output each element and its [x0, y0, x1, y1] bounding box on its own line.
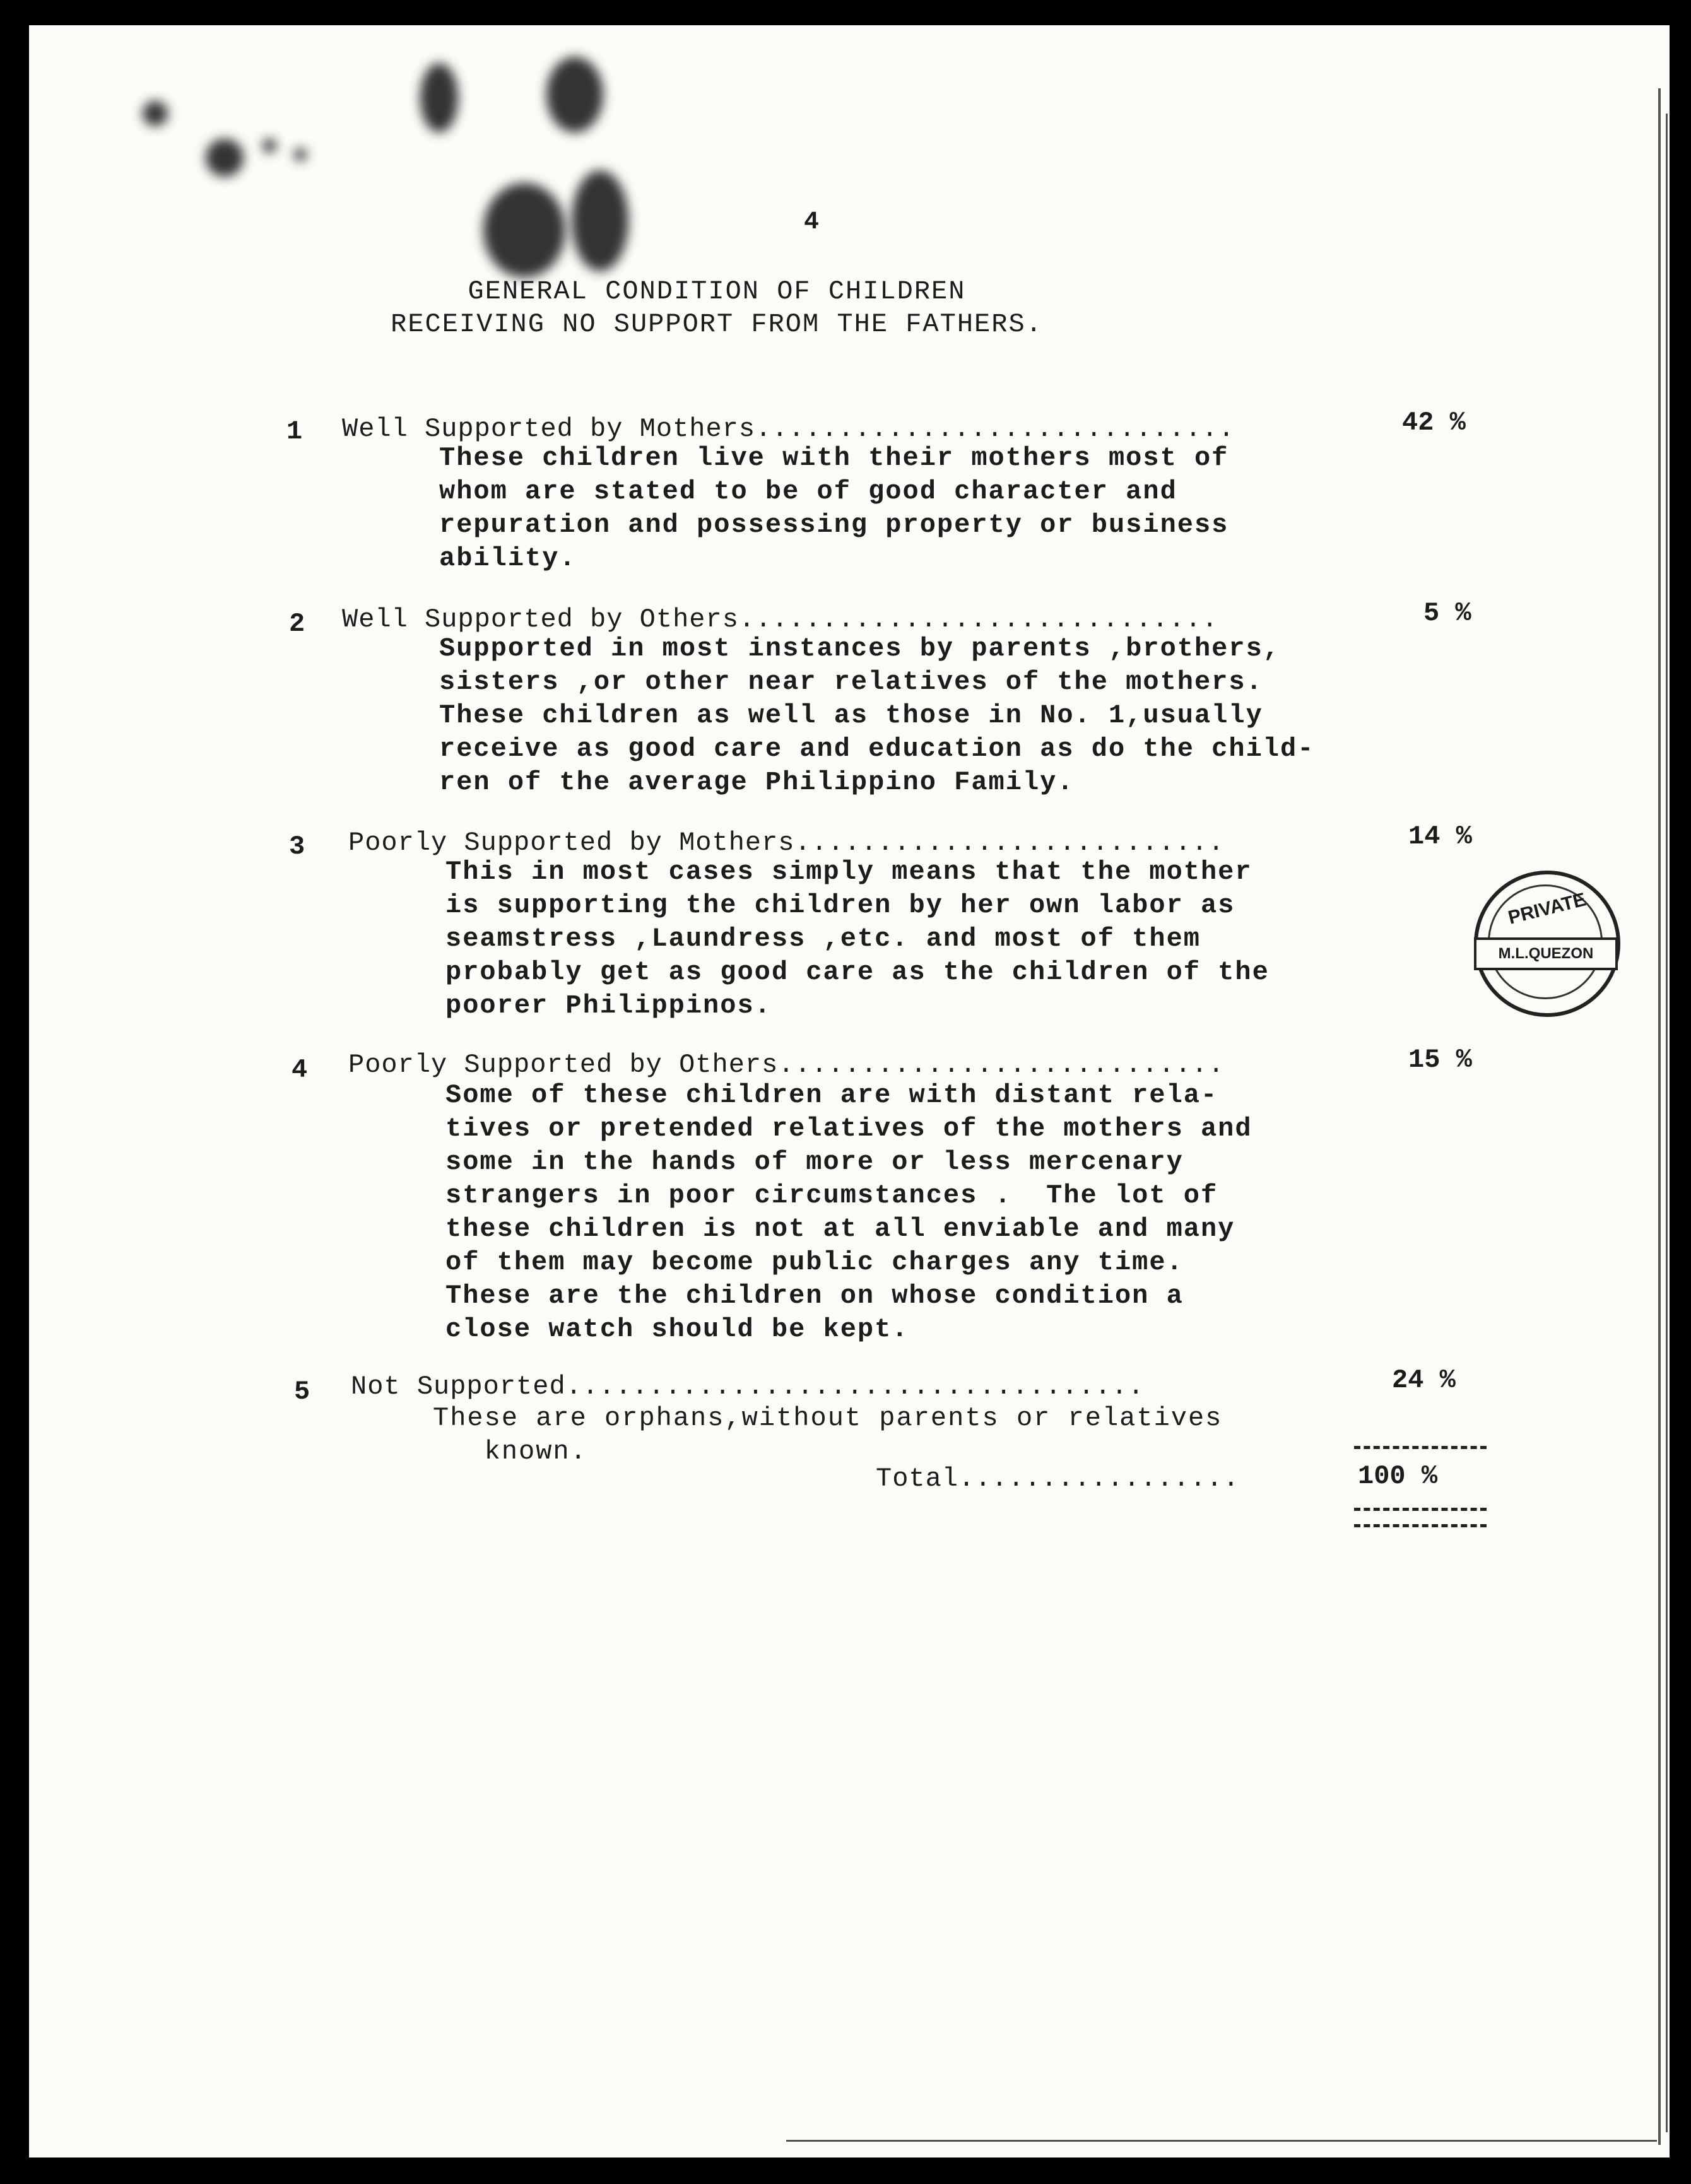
total-label: Total................. [876, 1464, 1240, 1494]
private-stamp [1474, 871, 1620, 1017]
item-title: Not Supported................................... [351, 1371, 1145, 1402]
description-line: probably get as good care as the children of the [445, 957, 1270, 987]
item-number: 5 [294, 1377, 310, 1407]
stamp-band-text: M.L.QUEZON [1474, 937, 1618, 970]
description-line: ren of the average Philippino Family. [439, 767, 1075, 797]
item-percent: 24 % [1392, 1365, 1456, 1395]
item-percent: 5 % [1423, 598, 1471, 628]
ink-smudge [546, 57, 603, 132]
description-line: close watch should be kept. [445, 1314, 909, 1344]
item-number: 3 [289, 831, 305, 862]
total-rule-top [1354, 1446, 1487, 1449]
description-line: these children is not at all enviable and many [445, 1214, 1235, 1244]
item-title: Well Supported by Others............................. [342, 604, 1218, 635]
item-title: Well Supported by Mothers............................. [342, 414, 1235, 444]
item-description [439, 632, 1314, 799]
item-percent: 42 % [1402, 408, 1466, 438]
heading-line-2: RECEIVING NO SUPPORT FROM THE FATHERS. [391, 309, 1043, 339]
document-page [29, 25, 1670, 2158]
item-description [445, 1079, 1252, 1346]
page-edge-bottom [786, 2140, 1657, 2142]
total-percent: 100 % [1358, 1461, 1438, 1491]
description-line: sisters ,or other near relatives of the mothers. [439, 667, 1263, 697]
description-line: strangers in poor circumstances . The lot of [445, 1180, 1218, 1211]
description-line: whom are stated to be of good character and [439, 476, 1177, 507]
description-line: repuration and possessing property or business [439, 510, 1229, 540]
ink-smudge [262, 139, 276, 153]
description-line: These children as well as those in No. 1,usually [439, 700, 1263, 731]
description-line: Supported in most instances by parents ,brothers, [439, 633, 1281, 664]
ink-smudge [420, 63, 458, 132]
item-number: 2 [289, 609, 305, 639]
heading-line-1: GENERAL CONDITION OF CHILDREN [468, 276, 966, 307]
item-percent: 15 % [1408, 1045, 1472, 1075]
item-description [433, 1402, 1222, 1469]
page-edge-right-2 [1666, 114, 1668, 2132]
description-line: is supporting the children by her own labor as [445, 890, 1235, 920]
description-line: receive as good care and education as do the child- [439, 734, 1315, 764]
ink-smudge [143, 101, 168, 126]
description-line: Some of these children are with distant rela- [445, 1080, 1218, 1110]
item-percent: 14 % [1408, 821, 1472, 852]
stamp-top-text: PRIVATE [1505, 889, 1588, 929]
description-line: seamstress ,Laundress ,etc. and most of them [445, 924, 1201, 954]
total-rule-bottom [1354, 1508, 1487, 1511]
page-edge-right [1658, 88, 1661, 2145]
description-line: ability. [439, 543, 577, 573]
description-line: These children live with their mothers most of [439, 443, 1229, 473]
description-line: These are the children on whose condition a [445, 1281, 1184, 1311]
item-description [445, 855, 1270, 1023]
ink-smudge [572, 170, 628, 271]
ink-smudge [294, 148, 307, 161]
description-line: some in the hands of more or less mercenary [445, 1147, 1184, 1177]
description-line: These are orphans,without parents or relatives [433, 1403, 1223, 1433]
description-line: poorer Philippinos. [445, 990, 772, 1021]
item-title: Poorly Supported by Mothers.......................... [348, 828, 1225, 858]
description-line: known. [433, 1436, 587, 1467]
page-number: 4 [804, 208, 820, 237]
ink-smudge [206, 139, 244, 177]
item-description [439, 442, 1228, 575]
description-line: tives or pretended relatives of the mothers and [445, 1113, 1252, 1144]
item-number: 4 [292, 1055, 308, 1085]
item-number: 1 [286, 416, 303, 447]
ink-smudge [483, 183, 565, 278]
description-line: of them may become public charges any time. [445, 1247, 1184, 1277]
item-title: Poorly Supported by Others........................... [348, 1050, 1225, 1080]
description-line: This in most cases simply means that the mother [445, 857, 1252, 887]
total-rule-bottom-2 [1354, 1524, 1487, 1527]
